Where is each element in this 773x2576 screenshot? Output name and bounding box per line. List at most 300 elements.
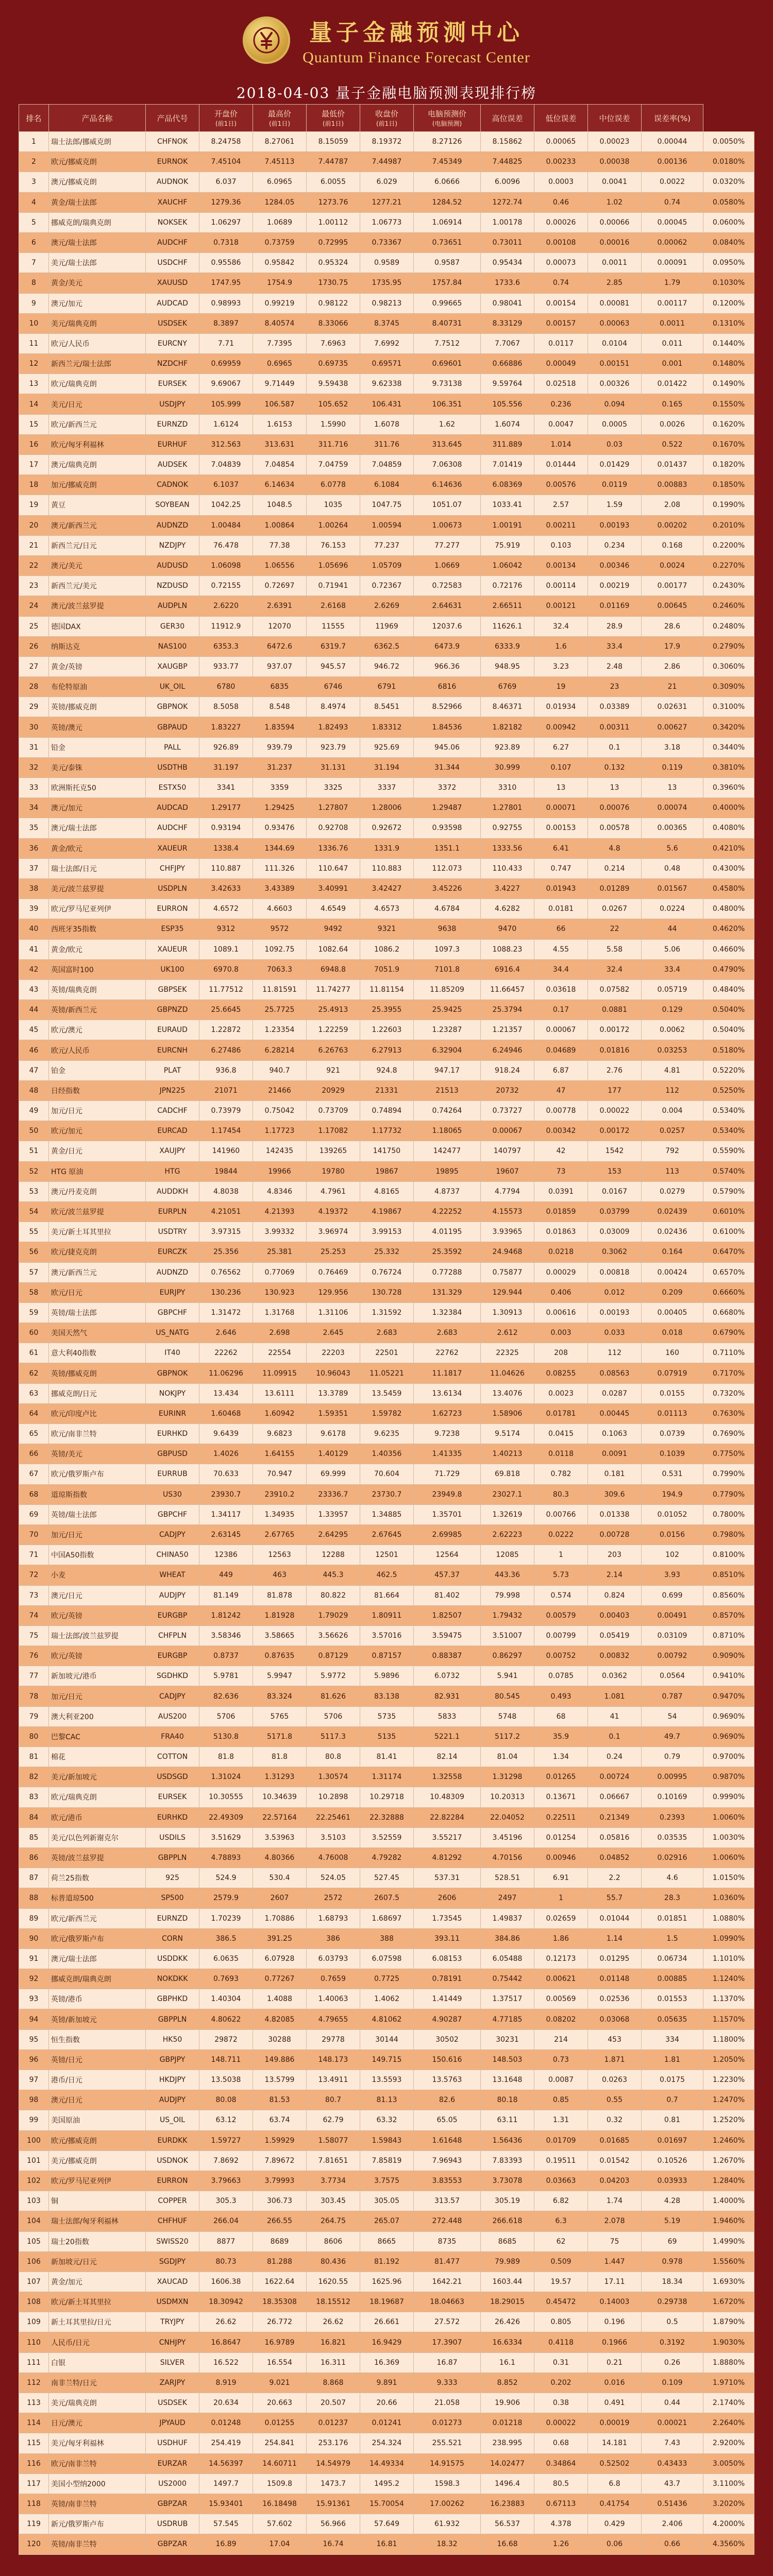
table-cell: 1.27807 xyxy=(307,798,360,818)
table-cell: 0.45472 xyxy=(534,2292,588,2312)
table-cell: 47 xyxy=(534,1080,588,1100)
table-cell: 0.00177 xyxy=(642,576,703,596)
table-cell: 2.64295 xyxy=(307,1524,360,1545)
table-cell: 12037.6 xyxy=(414,616,481,636)
table-cell: 美元/新土耳其里拉 xyxy=(49,1222,146,1242)
table-cell: 0.55 xyxy=(588,2090,642,2110)
table-cell: 7.6992 xyxy=(360,333,414,353)
table-cell: 0.04852 xyxy=(588,1848,642,1868)
table-cell: 25.3955 xyxy=(360,1000,414,1020)
table-cell: 9.891 xyxy=(360,2372,414,2393)
table-cell: 1.70239 xyxy=(199,1908,253,1928)
table-cell: 0.001 xyxy=(642,354,703,374)
table-cell: 82.636 xyxy=(199,1686,253,1706)
table-cell: 0.4620% xyxy=(703,919,754,939)
table-cell: 0.01241 xyxy=(360,2413,414,2433)
table-cell: 9.6823 xyxy=(253,1424,307,1444)
table-cell: 1.2230% xyxy=(703,2070,754,2090)
table-cell: 86 xyxy=(19,1848,49,1868)
table-cell: 0.72176 xyxy=(481,576,534,596)
table-cell: 52 xyxy=(19,1161,49,1181)
table-cell: 0.00062 xyxy=(642,232,703,252)
table-cell: 0.00799 xyxy=(534,1625,588,1646)
table-cell: 2.62223 xyxy=(481,1524,534,1545)
table-cell: 0.67113 xyxy=(534,2494,588,2514)
table-cell: 1747.95 xyxy=(199,273,253,293)
table-cell: 8.4974 xyxy=(307,697,360,717)
table-cell: 1.1010% xyxy=(703,1948,754,1969)
table-cell: 16.9789 xyxy=(253,2332,307,2352)
table-cell: 9312 xyxy=(199,919,253,939)
table-row xyxy=(19,1565,754,1585)
table-cell: 11.09915 xyxy=(253,1363,307,1383)
table-cell: 0.00627 xyxy=(642,717,703,737)
table-cell: AUDJPY xyxy=(146,1585,199,1605)
table-cell: 111.326 xyxy=(253,858,307,878)
table-cell: 1.83594 xyxy=(253,717,307,737)
column-header-label: 收盘价 xyxy=(375,109,398,118)
table-cell: 129.944 xyxy=(481,1282,534,1302)
table-cell: 日经指数 xyxy=(49,1080,146,1100)
table-cell: 铅金 xyxy=(49,737,146,757)
table-cell: 6.0666 xyxy=(414,172,481,192)
table-cell: 0.72155 xyxy=(199,576,253,596)
table-cell: 81.664 xyxy=(360,1585,414,1605)
table-cell: 106 xyxy=(19,2251,49,2272)
table-cell: 1.26 xyxy=(534,2534,588,2554)
table-cell: 6.14634 xyxy=(253,475,307,495)
table-cell: 3.42427 xyxy=(360,878,414,899)
table-cell: 0.86297 xyxy=(481,1646,534,1666)
table-cell: 13.5593 xyxy=(360,2070,414,2090)
table-cell: 57.649 xyxy=(360,2514,414,2534)
table-cell: GBPPLN xyxy=(146,2009,199,2029)
table-cell: 5135 xyxy=(360,1726,414,1747)
table-cell: 30502 xyxy=(414,2029,481,2049)
table-row xyxy=(19,2110,754,2130)
table-cell: 6.27 xyxy=(534,737,588,757)
table-cell: 8.40574 xyxy=(253,313,307,333)
table-cell: 1.0880% xyxy=(703,1908,754,1928)
table-cell: 0.41754 xyxy=(588,2494,642,2514)
table-cell: 0.73011 xyxy=(481,232,534,252)
table-cell: 110.887 xyxy=(199,858,253,878)
table-cell: 2.85 xyxy=(588,273,642,293)
table-cell: GBPNZD xyxy=(146,1000,199,1020)
table-cell: 0.01697 xyxy=(642,2130,703,2150)
table-cell: 384.86 xyxy=(481,1928,534,1948)
table-cell: 30288 xyxy=(253,2029,307,2049)
table-cell: 0.98122 xyxy=(307,293,360,313)
column-header xyxy=(146,105,199,132)
table-cell: 西班牙35指数 xyxy=(49,919,146,939)
table-row xyxy=(19,596,754,616)
table-cell: 177 xyxy=(588,1080,642,1100)
table-cell: 1.00112 xyxy=(307,212,360,232)
table-cell: 13 xyxy=(19,374,49,394)
table-cell: 253.176 xyxy=(307,2433,360,2453)
table-cell: HTG xyxy=(146,1161,199,1181)
table-cell: 9.59438 xyxy=(307,374,360,394)
table-cell: 1.58906 xyxy=(481,1403,534,1423)
table-cell: 澳元/日元 xyxy=(49,1585,146,1605)
table-cell: 0.00021 xyxy=(642,2413,703,2433)
table-cell: 83.324 xyxy=(253,1686,307,1706)
table-cell: 0.7750% xyxy=(703,1444,754,1464)
table-cell: XAUCHF xyxy=(146,192,199,212)
table-cell: 0.03389 xyxy=(588,697,642,717)
table-cell: 1754.9 xyxy=(253,273,307,293)
table-cell: 19 xyxy=(19,495,49,515)
table-row xyxy=(19,2534,754,2554)
table-cell: 0.01338 xyxy=(588,1504,642,1524)
table-cell: 5117.3 xyxy=(307,1726,360,1747)
table-cell: 55.7 xyxy=(588,1888,642,1908)
table-cell: 白银 xyxy=(49,2352,146,2372)
table-cell: 82 xyxy=(19,1767,49,1787)
table-cell: 6791 xyxy=(360,677,414,697)
table-cell: 31 xyxy=(19,737,49,757)
table-cell: 7.81651 xyxy=(307,2150,360,2171)
table-cell: 17.11 xyxy=(588,2272,642,2292)
table-cell: 15.93401 xyxy=(199,2494,253,2514)
table-cell: 81 xyxy=(19,1747,49,1767)
table-cell: 23 xyxy=(19,576,49,596)
table-cell: 0.2393 xyxy=(642,1807,703,1827)
table-cell: 105.556 xyxy=(481,394,534,414)
table-cell: 13.4076 xyxy=(481,1383,534,1403)
table-cell: 80.73 xyxy=(199,2251,253,2272)
table-cell: 9.6178 xyxy=(307,1424,360,1444)
brand-logo xyxy=(243,16,290,64)
table-cell: AUDPLN xyxy=(146,596,199,616)
table-cell: 2.1740% xyxy=(703,2393,754,2413)
table-cell: 瑞士法郎/日元 xyxy=(49,858,146,878)
table-cell: 4.78893 xyxy=(199,1848,253,1868)
table-cell: 6.41 xyxy=(534,838,588,858)
table-cell: 33.4 xyxy=(642,959,703,979)
table-cell: 19 xyxy=(534,677,588,697)
table-cell: 5.6 xyxy=(642,838,703,858)
table-cell: 澳元/波兰兹罗提 xyxy=(49,596,146,616)
table-cell: 37 xyxy=(19,858,49,878)
table-cell: 1.0150% xyxy=(703,1868,754,1888)
table-cell: 0.08563 xyxy=(588,1363,642,1383)
table-cell: 194.9 xyxy=(642,1484,703,1504)
table-cell: 1.0060% xyxy=(703,1807,754,1827)
table-cell: 0.01553 xyxy=(642,1989,703,2009)
table-row xyxy=(19,899,754,919)
table-cell: 17 xyxy=(19,455,49,475)
table-cell: 28 xyxy=(19,677,49,697)
table-cell: 129.956 xyxy=(307,1282,360,1302)
table-cell: 0.00778 xyxy=(534,1101,588,1121)
table-cell: 1.68697 xyxy=(360,1908,414,1928)
table-cell: 63.11 xyxy=(481,2110,534,2130)
table-cell: NZDJPY xyxy=(146,535,199,555)
table-row xyxy=(19,1343,754,1363)
table-cell: 77.277 xyxy=(414,535,481,555)
table-cell: 英镑/日元 xyxy=(49,2049,146,2070)
table-cell: 20929 xyxy=(307,1080,360,1100)
table-cell: 0.00193 xyxy=(588,1302,642,1323)
table-cell: 22262 xyxy=(199,1343,253,1363)
column-header-sublabel: (前1日) xyxy=(323,120,344,127)
table-cell: 1.14 xyxy=(588,1928,642,1948)
table-cell: USDRUB xyxy=(146,2514,199,2534)
table-row xyxy=(19,959,754,979)
table-cell: 0.69735 xyxy=(307,354,360,374)
table-cell: 71.729 xyxy=(414,1464,481,1484)
table-cell: 939.79 xyxy=(253,737,307,757)
table-cell: 25.4913 xyxy=(307,1000,360,1020)
table-cell: 1735.95 xyxy=(360,273,414,293)
table-cell: 20.66 xyxy=(360,2393,414,2413)
table-cell: XAUJPY xyxy=(146,1141,199,1161)
table-cell: 8.40731 xyxy=(414,313,481,333)
table-cell: 0.00081 xyxy=(588,293,642,313)
table-cell: 0.88387 xyxy=(414,1646,481,1666)
table-cell: 0.00016 xyxy=(588,232,642,252)
table-cell: 311.889 xyxy=(481,434,534,454)
table-row xyxy=(19,677,754,697)
table-cell: 4.55 xyxy=(534,939,588,959)
table-cell: 0.3960% xyxy=(703,778,754,798)
table-cell: 0.0117 xyxy=(534,333,588,353)
table-cell: 312.563 xyxy=(199,434,253,454)
table-cell: 1.4990% xyxy=(703,2231,754,2251)
table-cell: 0.01273 xyxy=(414,2413,481,2433)
table-cell: 149.886 xyxy=(253,2049,307,2070)
table-cell: 1.59 xyxy=(588,495,642,515)
table-cell: 14.56397 xyxy=(199,2453,253,2473)
table-cell: 47 xyxy=(19,1060,49,1080)
table-cell: SGDHKD xyxy=(146,1666,199,1686)
table-cell: 5735 xyxy=(360,1706,414,1726)
table-cell: 0.7790% xyxy=(703,1484,754,1504)
table-cell: 4.6572 xyxy=(199,899,253,919)
table-cell: 33.4 xyxy=(588,636,642,656)
column-header xyxy=(307,105,360,132)
table-cell: 4.8 xyxy=(588,838,642,858)
table-cell: EURHKD xyxy=(146,1424,199,1444)
table-cell: 31.344 xyxy=(414,757,481,777)
table-cell: 22203 xyxy=(307,1343,360,1363)
table-row xyxy=(19,636,754,656)
table-cell: 0.9690% xyxy=(703,1706,754,1726)
table-cell: 0.02536 xyxy=(588,1989,642,2009)
table-cell: 0.38 xyxy=(534,2393,588,2413)
table-cell: 44 xyxy=(642,919,703,939)
table-cell: 66 xyxy=(19,1444,49,1464)
table-cell: 6.0732 xyxy=(414,1666,481,1686)
table-cell: 0.01934 xyxy=(534,697,588,717)
table-cell: XAUUSD xyxy=(146,273,199,293)
table-cell: 28.3 xyxy=(642,1888,703,1908)
table-cell: XAUEUR xyxy=(146,939,199,959)
table-cell: 0.0222 xyxy=(534,1524,588,1545)
table-cell: 11.74277 xyxy=(307,979,360,999)
table-cell: 23027.1 xyxy=(481,1484,534,1504)
table-cell: 6.07928 xyxy=(253,1948,307,1969)
table-cell: 0.00832 xyxy=(588,1646,642,1666)
table-cell: 0.00153 xyxy=(534,818,588,838)
table-cell: 0.491 xyxy=(588,2393,642,2413)
table-cell: 0.2790% xyxy=(703,636,754,656)
table-cell: 欧元/瑞典克朗 xyxy=(49,374,146,394)
table-cell: 5.9947 xyxy=(253,1666,307,1686)
table-cell: 43.7 xyxy=(642,2473,703,2494)
table-cell: 21513 xyxy=(414,1080,481,1100)
table-cell: 141750 xyxy=(360,1141,414,1161)
table-cell: 2572 xyxy=(307,1888,360,1908)
table-row xyxy=(19,1747,754,1767)
table-cell: 6.8 xyxy=(588,2473,642,2494)
table-cell: 0.0218 xyxy=(534,1242,588,1262)
table-cell: 0.73979 xyxy=(199,1101,253,1121)
table-cell: 5221.1 xyxy=(414,1726,481,1747)
table-cell: 1.31174 xyxy=(360,1767,414,1787)
table-cell: 112.073 xyxy=(414,858,481,878)
table-cell: 0.1620% xyxy=(703,414,754,434)
table-cell: 3.1100% xyxy=(703,2473,754,2494)
table-cell: 1.60942 xyxy=(253,1403,307,1423)
table-cell: 欧元/罗马尼亚列伊 xyxy=(49,899,146,919)
table-row xyxy=(19,656,754,676)
table-cell: 铜 xyxy=(49,2191,146,2211)
table-row xyxy=(19,1302,754,1323)
table-cell: 56.537 xyxy=(481,2514,534,2534)
table-cell: 6333.9 xyxy=(481,636,534,656)
table-cell: 0.99219 xyxy=(253,293,307,313)
table-cell: 153 xyxy=(588,1161,642,1181)
table-cell: 0.00752 xyxy=(534,1646,588,1666)
column-header-label: 最低价 xyxy=(321,109,345,118)
table-cell: 1.0990% xyxy=(703,1928,754,1948)
table-cell: 0.236 xyxy=(534,394,588,414)
table-cell: 7.04854 xyxy=(253,455,307,475)
table-cell: 欧元/罗马尼亚列伊 xyxy=(49,2171,146,2191)
table-cell: 欧元/捷克克朗 xyxy=(49,1242,146,1262)
table-cell: 16.6334 xyxy=(481,2332,534,2352)
table-cell: 1620.55 xyxy=(307,2272,360,2292)
table-cell: 22762 xyxy=(414,1343,481,1363)
table-cell: 8.24758 xyxy=(199,132,253,152)
table-cell: 334 xyxy=(642,2029,703,2049)
table-cell: 0.8560% xyxy=(703,1585,754,1605)
table-cell: 1.40063 xyxy=(307,1989,360,2009)
table-cell: 0.0950% xyxy=(703,253,754,273)
table-cell: 1.00264 xyxy=(307,515,360,535)
table-cell: 16.9429 xyxy=(360,2332,414,2352)
table-cell: 79.989 xyxy=(481,2251,534,2272)
column-header-sublabel: (前1日) xyxy=(376,120,397,127)
table-cell: 0.978 xyxy=(642,2251,703,2272)
table-cell: 1.8880% xyxy=(703,2352,754,2372)
table-cell: 3.40991 xyxy=(307,878,360,899)
table-cell: 3372 xyxy=(414,778,481,798)
table-cell: 2607.5 xyxy=(360,1888,414,1908)
table-row xyxy=(19,1646,754,1666)
table-cell: NOKDKK xyxy=(146,1969,199,1989)
table-row xyxy=(19,434,754,454)
table-cell: 欧元/印度卢比 xyxy=(49,1403,146,1423)
table-cell: 14.60711 xyxy=(253,2453,307,2473)
table-row xyxy=(19,273,754,293)
table-cell: 0.00121 xyxy=(534,596,588,616)
table-cell: 1.2520% xyxy=(703,2110,754,2130)
table-cell: NZDUSD xyxy=(146,576,199,596)
table-cell: TRYJPY xyxy=(146,2312,199,2332)
table-cell: 6970.8 xyxy=(199,959,253,979)
table-cell: 0.00569 xyxy=(534,1989,588,2009)
table-cell: 0.3060% xyxy=(703,656,754,676)
table-row xyxy=(19,1948,754,1969)
table-cell: 6.3 xyxy=(534,2211,588,2231)
table-cell: 112 xyxy=(588,1343,642,1363)
table-cell: 0.02436 xyxy=(642,1222,703,1242)
table-cell: 46 xyxy=(19,1040,49,1060)
table-cell: 0.0391 xyxy=(534,1181,588,1201)
table-cell: 0.00342 xyxy=(534,1121,588,1141)
table-cell: EURNZD xyxy=(146,414,199,434)
table-row xyxy=(19,1827,754,1848)
table-cell: 0.00346 xyxy=(588,555,642,575)
table-row xyxy=(19,2171,754,2191)
table-cell: 17.04 xyxy=(253,2534,307,2554)
table-cell: 31.197 xyxy=(199,757,253,777)
table-cell: 16.18498 xyxy=(253,2494,307,2514)
table-cell: 1.4026 xyxy=(199,1444,253,1464)
table-cell: 0.01709 xyxy=(534,2130,588,2150)
table-cell: 3.58346 xyxy=(199,1625,253,1646)
table-cell: 1344.69 xyxy=(253,838,307,858)
table-cell: 25.332 xyxy=(360,1242,414,1262)
table-cell: 0.01113 xyxy=(642,1403,703,1423)
table-cell: 0.522 xyxy=(642,434,703,454)
table-cell: 欧元/南非兰特 xyxy=(49,1424,146,1444)
table-cell: 0.6010% xyxy=(703,1201,754,1222)
table-cell: AUS200 xyxy=(146,1706,199,1726)
table-cell: 0.00946 xyxy=(534,1848,588,1868)
table-cell: 6.32904 xyxy=(414,1040,481,1060)
table-cell: 0.43433 xyxy=(642,2453,703,2473)
table-cell: 新加坡元/港币 xyxy=(49,1666,146,1686)
table-cell: 0.4000% xyxy=(703,798,754,818)
table-cell: 0.0267 xyxy=(588,899,642,919)
table-cell: 0.08255 xyxy=(534,1363,588,1383)
table-cell: 1.41449 xyxy=(414,1989,481,2009)
table-cell: 1598.3 xyxy=(414,2473,481,2494)
table-cell: 0.21349 xyxy=(588,1807,642,1827)
table-cell: 0.0167 xyxy=(588,1181,642,1201)
table-cell: 新西兰元/日元 xyxy=(49,535,146,555)
table-cell: GBPZAR xyxy=(146,2494,199,2514)
table-cell: 386 xyxy=(307,1928,360,1948)
table-row xyxy=(19,1464,754,1484)
table-row xyxy=(19,1767,754,1787)
table-cell: 11.81591 xyxy=(253,979,307,999)
table-cell: 黄金/英镑 xyxy=(49,656,146,676)
table-cell: SGDJPY xyxy=(146,2251,199,2272)
table-cell: 21071 xyxy=(199,1080,253,1100)
table-cell: 9.69067 xyxy=(199,374,253,394)
table-cell: 新加坡元/日元 xyxy=(49,2251,146,2272)
table-cell: 0.00728 xyxy=(588,1524,642,1545)
table-row xyxy=(19,394,754,414)
table-cell: 1.81242 xyxy=(199,1605,253,1625)
table-cell: 瑞士法郎/匈牙利福林 xyxy=(49,2211,146,2231)
